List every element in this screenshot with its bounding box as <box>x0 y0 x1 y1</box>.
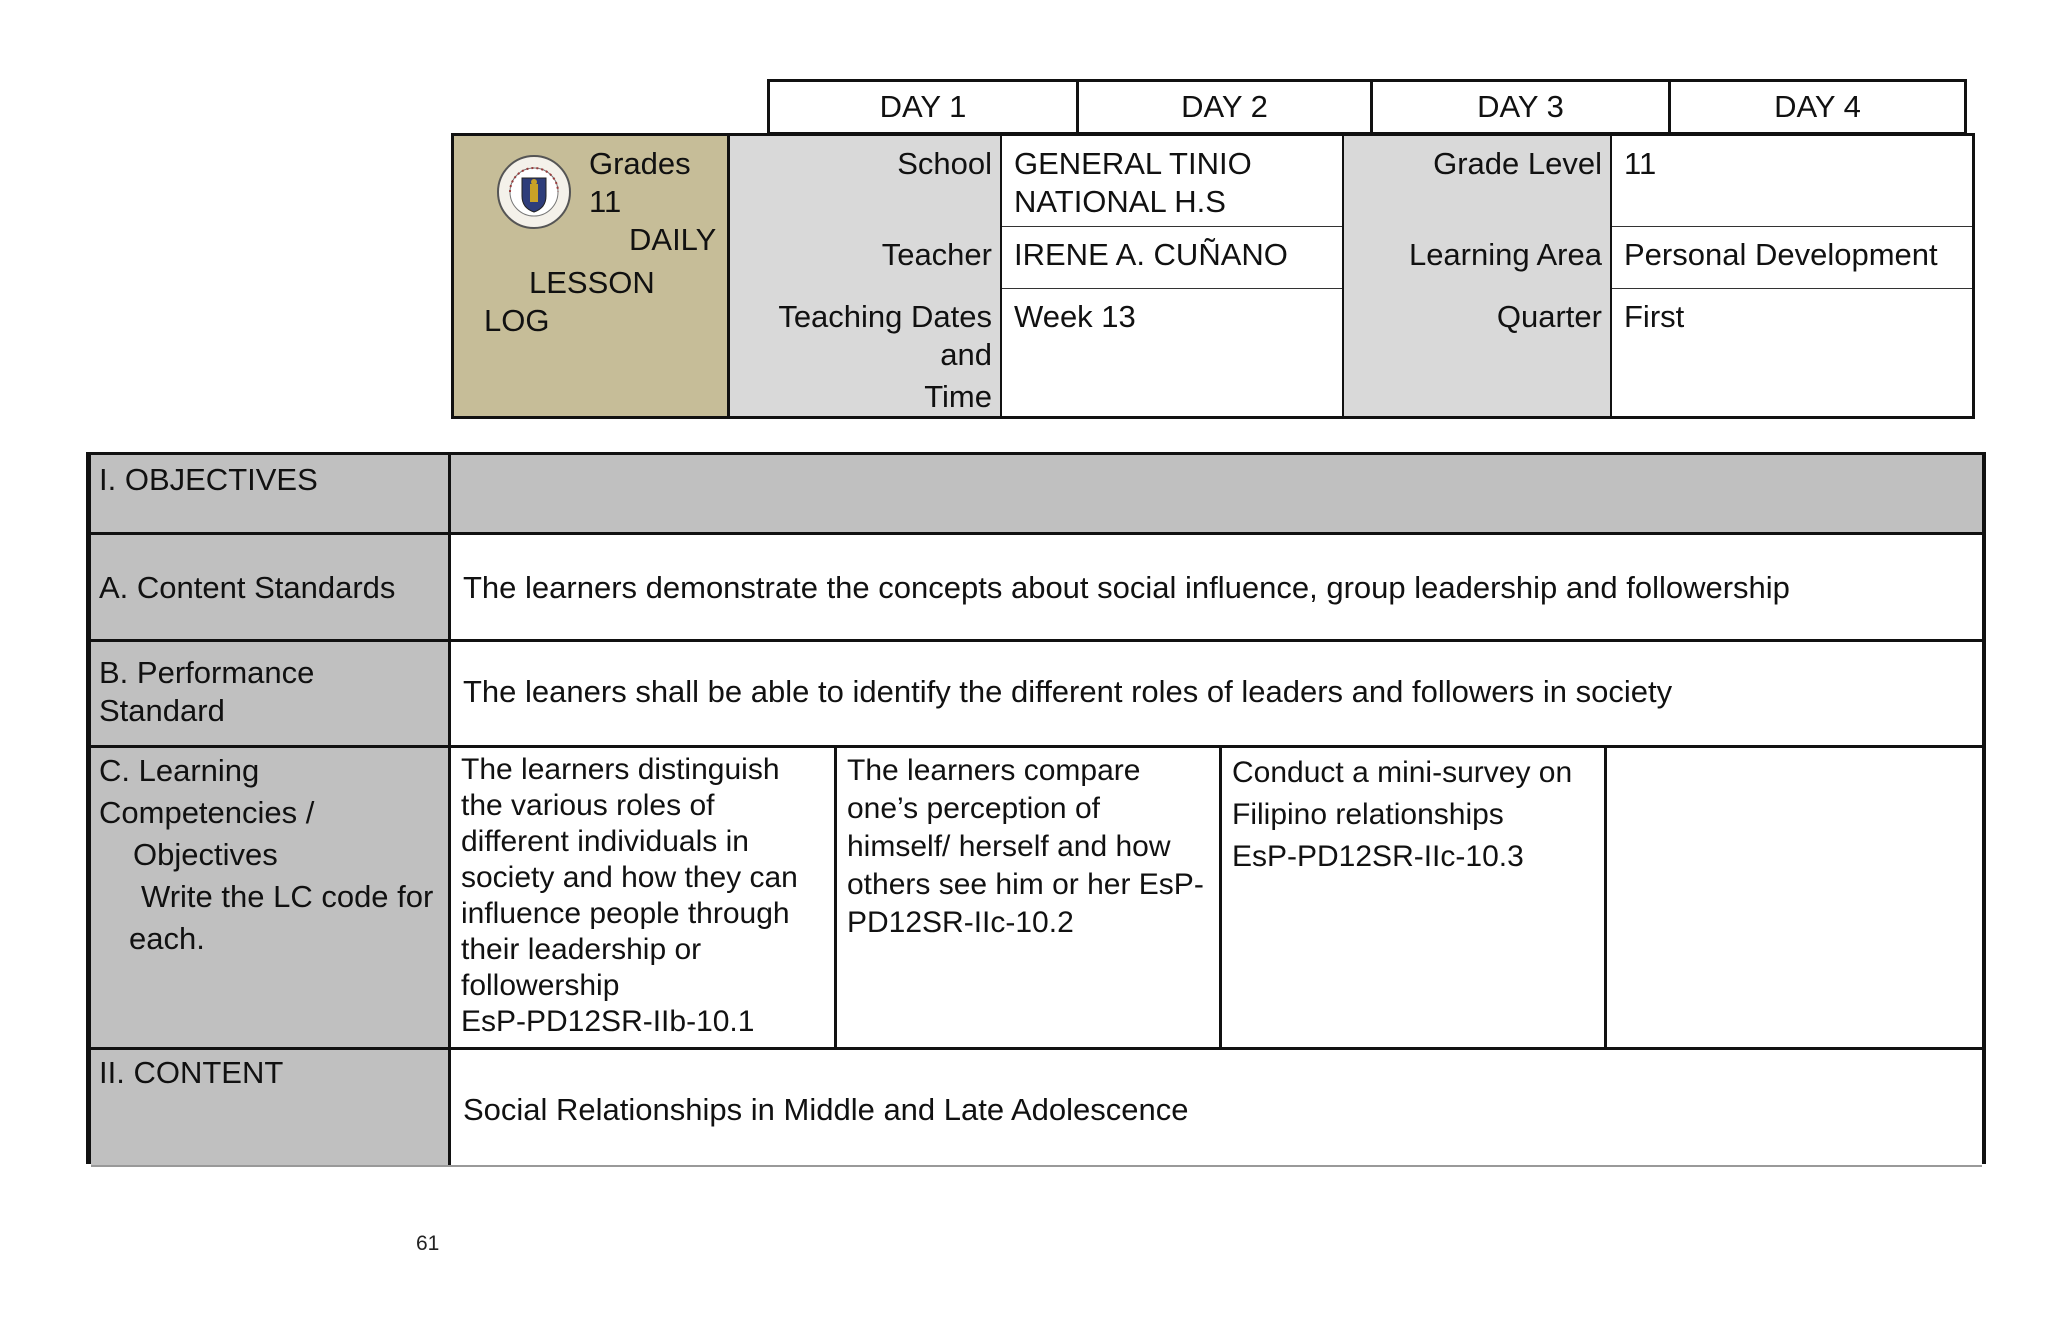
day-2-line: others see him or her EsP- <box>847 868 1204 901</box>
day-header-row <box>767 79 1967 135</box>
content-row <box>91 1050 1982 1167</box>
day-1-lc-code: EsP-PD12SR-IIb-10.1 <box>461 1005 755 1038</box>
competencies-cells <box>451 748 1982 1047</box>
day-1-line: different individuals in <box>461 825 749 858</box>
teaching-dates-value: Week 13 <box>1014 299 1136 334</box>
performance-standard-label <box>91 642 451 745</box>
header-labels-left <box>730 136 1002 416</box>
title-lesson: LESSON <box>529 265 655 300</box>
lc-label-line2: Competencies / <box>99 795 315 830</box>
day-3-line: Filipino relationships <box>1232 798 1504 831</box>
learning-competencies-row <box>91 748 1982 1050</box>
title-daily: DAILY <box>629 222 717 257</box>
content-heading: II. CONTENT <box>91 1050 451 1165</box>
page-number: 61 <box>416 1232 440 1255</box>
school-value-line2: NATIONAL H.S <box>1014 184 1226 219</box>
day-1-line: The learners distinguish <box>461 753 780 786</box>
teaching-dates-label: Teaching Dates <box>778 299 992 334</box>
lesson-log-title-cell <box>454 136 730 416</box>
day-1-line: influence people through <box>461 897 790 930</box>
divider <box>1002 226 1342 227</box>
day-4-competency <box>1607 748 1982 1047</box>
day-1-competency <box>451 748 837 1047</box>
day-4-header: DAY 4 <box>1774 89 1861 124</box>
objectives-fill <box>451 455 1982 532</box>
day-3-header: DAY 3 <box>1373 82 1671 132</box>
content-standards-label: A. Content Standards <box>91 535 451 639</box>
teacher-label: Teacher <box>881 237 992 272</box>
lc-label-line1: C. Learning <box>99 753 260 788</box>
divider <box>1612 226 1972 227</box>
day-2-line: one’s perception of <box>847 792 1100 825</box>
lesson-log-header-table <box>451 133 1975 419</box>
content-standards-text: The learners demonstrate the concepts about social influence, group leadership and followership <box>463 570 1790 605</box>
divider <box>1002 288 1342 289</box>
day-2-header: DAY 2 <box>1079 82 1373 132</box>
title-grades: Grades <box>589 146 691 181</box>
performance-standard-text: The leaners shall be able to identify the different roles of leaders and followers in society <box>463 674 1673 709</box>
header-values-left <box>1002 136 1342 416</box>
learning-area-label: Learning Area <box>1408 237 1602 272</box>
header-labels-right <box>1342 136 1612 416</box>
day-1-line: society and how they can <box>461 861 798 894</box>
school-label: School <box>897 146 992 181</box>
teacher-value: IRENE A. CUÑANO <box>1014 237 1288 272</box>
teaching-dates-label-time: Time <box>924 379 992 414</box>
day-1-header: DAY 1 <box>770 82 1079 132</box>
content-text: Social Relationships in Middle and Late Adolescence <box>463 1092 1189 1127</box>
learning-area-value: Personal Development <box>1624 237 1938 272</box>
school-value-line1: GENERAL TINIO <box>1014 146 1252 181</box>
content-standards-row <box>91 535 1982 642</box>
divider <box>1612 288 1972 289</box>
title-grade-number: 11 <box>589 184 622 219</box>
lesson-plan-table <box>86 452 1986 1164</box>
day-2-line: himself/ herself and how <box>847 830 1171 863</box>
performance-standard-row <box>91 642 1982 748</box>
day-3-competency <box>1222 748 1607 1047</box>
quarter-value: First <box>1624 299 1685 334</box>
quarter-label: Quarter <box>1496 299 1602 334</box>
day-2-competency <box>837 748 1222 1047</box>
title-log: LOG <box>484 303 550 338</box>
grade-level-label: Grade Level <box>1433 146 1602 181</box>
day-3-lc-code: EsP-PD12SR-IIc-10.3 <box>1232 840 1524 873</box>
lc-label-line4: Write the LC code for <box>141 879 434 914</box>
header-values-right <box>1612 136 1972 416</box>
objectives-heading: I. OBJECTIVES <box>91 455 451 532</box>
deped-seal-icon <box>496 154 572 230</box>
lc-label-line5: each. <box>129 921 205 956</box>
performance-label-line1: B. Performance <box>99 655 315 690</box>
objectives-row <box>91 455 1982 535</box>
lc-label-line3: Objectives <box>133 837 278 872</box>
day-2-line: The learners compare <box>847 754 1141 787</box>
teaching-dates-label-and: and <box>940 337 992 372</box>
learning-competencies-label <box>91 748 451 1047</box>
day-2-lc-code: PD12SR-IIc-10.2 <box>847 906 1074 939</box>
performance-label-line2: Standard <box>99 693 225 728</box>
day-1-line: the various roles of <box>461 789 715 822</box>
day-1-line: followership <box>461 969 620 1002</box>
day-3-line: Conduct a mini-survey on <box>1232 756 1573 789</box>
day-1-line: their leadership or <box>461 933 702 966</box>
grade-level-value: 11 <box>1624 146 1657 181</box>
